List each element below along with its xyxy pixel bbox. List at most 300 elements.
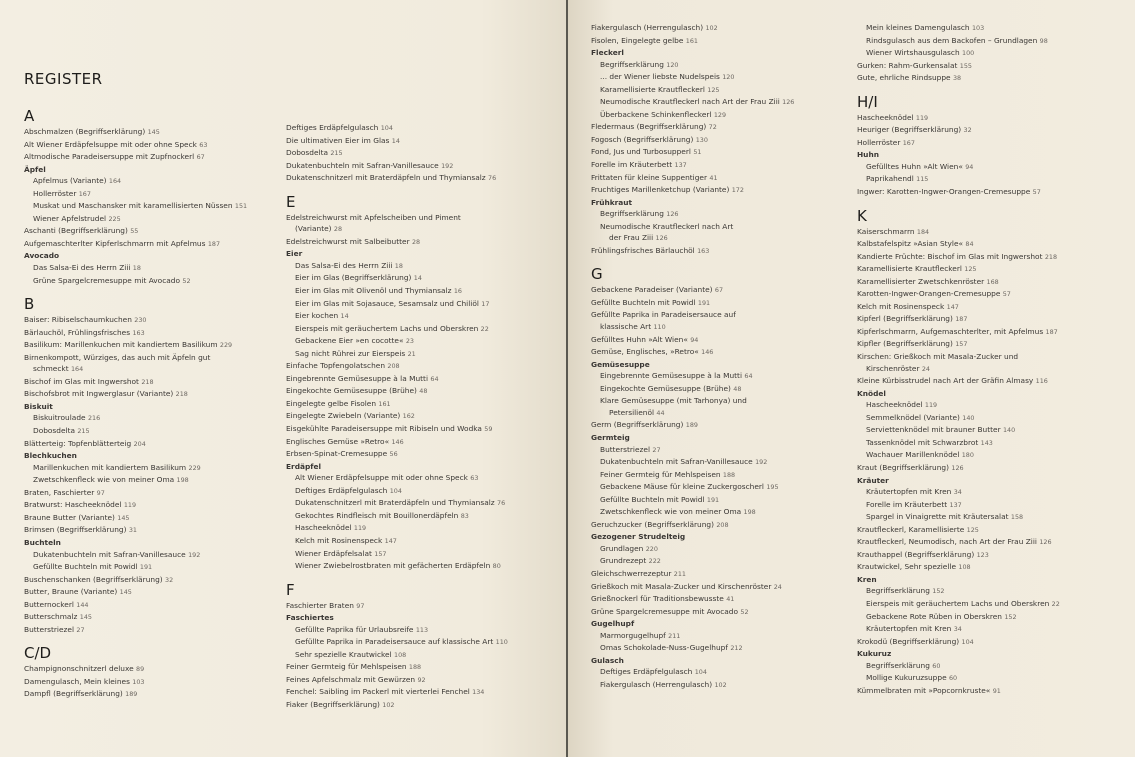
index-entry xyxy=(24,376,286,389)
index-entry xyxy=(24,574,286,587)
index-entry xyxy=(286,310,564,323)
entry-text: Kirschenröster xyxy=(866,363,920,373)
index-entry xyxy=(857,598,1133,611)
index-entry xyxy=(24,139,286,152)
entry-text: Buchteln xyxy=(24,537,61,547)
page-number: 120 xyxy=(666,60,679,69)
entry-text: Omas Schokolade-Nuss-Gugelhupf xyxy=(600,643,728,653)
page-number: 48 xyxy=(733,384,742,393)
page-number: 155 xyxy=(959,61,972,70)
page-number: 187 xyxy=(1045,327,1058,336)
entry-text: Bratwurst: Hascheeknödel xyxy=(24,500,122,510)
page-number: 218 xyxy=(175,390,188,399)
page-number: 225 xyxy=(108,214,121,223)
entry-text: Feiner Germteig für Mehlspeisen xyxy=(600,469,721,479)
page-number: 146 xyxy=(391,437,404,446)
index-entry xyxy=(857,301,1133,314)
page-number: 67 xyxy=(714,286,724,295)
entry-text: Dobosdelta xyxy=(286,148,328,158)
index-entry xyxy=(286,260,564,273)
index-entry xyxy=(286,160,564,173)
entry-text: Frühlingsfrisches Bärlauchöl xyxy=(591,245,695,255)
index-entry xyxy=(286,212,564,224)
entry-text: Hollerröster xyxy=(857,137,901,147)
index-entry xyxy=(857,238,1133,251)
page-number: 157 xyxy=(374,549,387,558)
entry-text: Aschanti (Begriffserklärung) xyxy=(24,226,128,236)
index-entry xyxy=(286,485,564,498)
index-heading xyxy=(591,432,857,444)
index-entry xyxy=(857,363,1133,376)
page-number: 60 xyxy=(948,674,958,683)
entry-text: Birnenkompott, Würziges, das auch mit Äpfeln gut xyxy=(24,352,211,362)
entry-text: Dukatenbuchteln mit Safran-Vanillesauce xyxy=(600,457,753,467)
page-number: 184 xyxy=(916,227,930,236)
page-number: 180 xyxy=(961,451,974,460)
index-entry xyxy=(857,22,1133,35)
entry-text: Gebackene Mäuse für kleine Zuckergoscherl xyxy=(600,482,764,492)
entry-text: Huhn xyxy=(857,150,879,160)
page-number: 229 xyxy=(188,463,201,472)
entry-text: Butterstriezel xyxy=(600,444,651,454)
entry-text: Grüne Spargelcremesuppe mit Avocado xyxy=(33,275,181,285)
page-number: 189 xyxy=(125,690,138,699)
index-entry xyxy=(24,412,286,425)
section-letter: H/I xyxy=(857,92,878,111)
page-number: 140 xyxy=(1002,426,1016,435)
index-entry xyxy=(857,486,1133,499)
index-entry xyxy=(857,623,1133,636)
index-entry xyxy=(857,660,1133,673)
page-number: 164 xyxy=(70,365,84,374)
entry-text: Hollerröster xyxy=(33,188,77,198)
page-number: 76 xyxy=(497,499,506,508)
index-entry xyxy=(24,352,286,364)
index-entry xyxy=(591,35,857,48)
page-number: 21 xyxy=(407,349,416,358)
entry-text: Die ultimativen Eier im Glas xyxy=(286,135,390,145)
page-number: 110 xyxy=(653,323,666,332)
index-entry xyxy=(286,510,564,523)
entry-text: Karamellisierte Krautfleckerl xyxy=(600,84,705,94)
index-entry xyxy=(24,314,286,327)
entry-text: Karamellisierte Krautfleckerl xyxy=(857,264,962,274)
page-number: 145 xyxy=(79,613,92,622)
index-entry xyxy=(591,159,857,172)
index-entry xyxy=(591,284,857,297)
page-number: 116 xyxy=(1035,377,1048,386)
page-number: 18 xyxy=(132,264,141,273)
page-number: 162 xyxy=(402,412,415,421)
page-number: 98 xyxy=(1039,36,1048,45)
page-number: 187 xyxy=(955,315,968,324)
entry-text: Wiener Zwiebelrostbraten mit gefächerten Erdäpfeln xyxy=(295,561,491,571)
index-entry xyxy=(591,444,857,457)
index-entry xyxy=(286,548,564,561)
index-entry xyxy=(591,568,857,581)
page-number: 212 xyxy=(730,644,743,653)
index-entry xyxy=(591,71,857,84)
page-number: 152 xyxy=(1004,612,1017,621)
entry-text: Eingelegte gelbe Fisolen xyxy=(286,398,377,408)
entry-text: Dobosdelta xyxy=(33,426,75,436)
page-number: 102 xyxy=(705,24,718,32)
page-number: 211 xyxy=(673,569,686,578)
page-number: 123 xyxy=(976,550,989,559)
entry-text: Muskat und Maschansker mit karamellisierten Nüssen xyxy=(33,201,233,211)
section-letter: K xyxy=(857,206,867,225)
index-entry xyxy=(857,112,1133,125)
page-number: 137 xyxy=(949,500,962,509)
index-entry xyxy=(857,549,1133,562)
index-entry xyxy=(591,581,857,594)
index-entry xyxy=(857,326,1133,339)
index-entry xyxy=(24,438,286,451)
index-entry xyxy=(24,262,286,275)
index-entry xyxy=(591,383,857,396)
entry-text: Fleckerl xyxy=(591,48,624,58)
page-number: 97 xyxy=(96,488,105,497)
entry-text: Grießnockerl für Traditionsbewusste xyxy=(591,594,724,604)
entry-text: Klare Gemüsesuppe (mit Tarhonya) und xyxy=(600,396,747,406)
page-title: REGISTER xyxy=(24,70,103,88)
entry-text: Gefüllte Paprika in Paradeisersauce auf klassische Art xyxy=(295,637,494,647)
index-entry xyxy=(591,84,857,97)
entry-text: Fruchtiges Marillenketchup (Variante) xyxy=(591,185,730,195)
index-entry xyxy=(857,60,1133,73)
entry-text: Fiakergulasch (Herrengulasch) xyxy=(600,679,713,689)
entry-text: Gefülltes Huhn »Alt Wien« xyxy=(866,161,963,171)
index-entry xyxy=(24,549,286,562)
index-entry xyxy=(24,611,286,624)
index-entry xyxy=(286,223,564,236)
page-number: 126 xyxy=(666,210,679,219)
entry-text: Begriffserklärung xyxy=(600,209,664,219)
entry-text: Kräuter xyxy=(857,475,889,485)
entry-text: Kalbstafelspitz »Asian Style« xyxy=(857,239,964,249)
entry-text: Germ (Begriffserklärung) xyxy=(591,420,684,430)
index-entry xyxy=(857,173,1133,186)
page-number: 164 xyxy=(108,177,122,186)
index-entry xyxy=(286,686,564,699)
entry-text: Eier im Glas mit Olivenöl und Thymiansalz xyxy=(295,286,452,296)
entry-text: Eingebrennte Gemüsesuppe à la Mutti xyxy=(286,373,429,383)
page-number: 208 xyxy=(716,520,729,529)
index-entry xyxy=(591,679,857,692)
page-number: 191 xyxy=(706,495,720,504)
index-entry xyxy=(286,661,564,674)
index-entry xyxy=(24,200,286,213)
entry-text: Kelch mit Rosinenspeck xyxy=(295,535,383,545)
index-heading xyxy=(591,655,857,667)
index-entry xyxy=(286,448,564,461)
index-entry xyxy=(591,543,857,556)
entry-text: Baiser: Ribiselschaumkuchen xyxy=(24,315,132,325)
page-number: 103 xyxy=(971,24,985,32)
index-entry xyxy=(591,297,857,310)
page-number: 24 xyxy=(921,364,930,373)
page-number: 16 xyxy=(453,287,462,296)
entry-text: schmeckt xyxy=(33,364,69,374)
entry-text: Faschierter Braten xyxy=(286,600,354,610)
section-letter: G xyxy=(591,265,603,284)
index-heading xyxy=(24,537,286,549)
entry-text: Das Salsa-Ei des Herrn Ziii xyxy=(295,260,393,270)
page-number: 108 xyxy=(958,563,971,572)
index-entry xyxy=(591,208,857,221)
index-heading xyxy=(24,164,286,176)
entry-text: Brimsen (Begriffserklärung) xyxy=(24,525,127,535)
index-entry xyxy=(24,512,286,525)
entry-text: Hascheeknödel xyxy=(857,112,914,122)
index-column-right-2 xyxy=(857,22,1133,697)
index-entry xyxy=(591,109,857,122)
index-entry xyxy=(857,186,1133,199)
entry-text: Neumodische Krautfleckerl nach Art xyxy=(600,221,734,231)
page-number: 104 xyxy=(389,486,402,495)
index-entry xyxy=(591,469,857,482)
entry-text: Grundlagen xyxy=(600,543,644,553)
page-number: 126 xyxy=(782,98,795,107)
index-entry xyxy=(857,685,1133,698)
index-entry xyxy=(591,346,857,359)
entry-text: Edelstreichwurst mit Salbeibutter xyxy=(286,236,410,246)
entry-text: Kräutertopfen mit Kren xyxy=(866,624,952,634)
page-number: 143 xyxy=(980,438,993,447)
page-number: 198 xyxy=(176,476,189,485)
section-letter: B xyxy=(24,295,35,314)
page-number: 188 xyxy=(722,470,736,479)
page-number: 60 xyxy=(932,661,941,670)
index-entry xyxy=(591,59,857,72)
page-number: 157 xyxy=(955,340,968,349)
entry-text: Butternockerl xyxy=(24,599,74,609)
page-number: 191 xyxy=(697,298,711,307)
page-number: 222 xyxy=(648,557,661,566)
entry-text: Eingekochte Gemüsesuppe (Brühe) xyxy=(286,386,417,396)
index-entry xyxy=(591,419,857,432)
index-entry xyxy=(286,497,564,510)
entry-text: Wachauer Marillenknödel xyxy=(866,450,960,460)
entry-text: Neumodische Krautfleckerl nach Art der Frau Ziii xyxy=(600,97,780,107)
entry-text: Grießkoch mit Masala-Zucker und Kirschenröster xyxy=(591,581,772,591)
index-heading xyxy=(591,359,857,371)
page-number: 167 xyxy=(902,138,915,147)
page-number: 94 xyxy=(965,162,974,171)
page-number: 134 xyxy=(472,688,485,697)
page-number: 102 xyxy=(382,700,395,709)
page-number: 94 xyxy=(690,335,699,344)
index-entry xyxy=(591,666,857,679)
index-entry xyxy=(591,184,857,197)
entry-text: Deftiges Erdäpfelgulasch xyxy=(295,485,388,495)
index-entry xyxy=(857,47,1133,60)
page-number: 147 xyxy=(384,536,397,545)
entry-text: Avocado xyxy=(24,251,60,261)
page-number: 110 xyxy=(495,638,508,647)
section-letter: E xyxy=(286,192,296,211)
index-heading xyxy=(24,250,286,262)
entry-text: Eier kochen xyxy=(295,311,339,321)
entry-text: Feiner Germteig für Mehlspeisen xyxy=(286,662,407,672)
page-number: 63 xyxy=(470,474,479,483)
index-entry xyxy=(286,172,564,185)
entry-text: Edelstreichwurst mit Apfelscheiben und Piment xyxy=(286,212,461,222)
entry-text: Das Salsa-Ei des Herrn Ziii xyxy=(33,263,131,273)
index-entry xyxy=(591,456,857,469)
index-entry xyxy=(591,407,857,420)
page-number: 125 xyxy=(964,265,977,274)
page-number: 108 xyxy=(394,650,407,659)
entry-text: Gleichschwerrezeptur xyxy=(591,568,672,578)
page-number: 44 xyxy=(656,408,665,417)
entry-text: Semmelknödel (Variante) xyxy=(866,412,960,422)
page-number: 52 xyxy=(740,607,749,616)
index-entry xyxy=(24,363,286,376)
page-number: 146 xyxy=(701,348,714,357)
index-entry xyxy=(857,399,1133,412)
entry-text: Zwetschkenfleck wie von meiner Oma xyxy=(33,475,175,485)
page-number: 125 xyxy=(707,85,720,94)
entry-text: Apfelmus (Variante) xyxy=(33,176,107,186)
page-number: 145 xyxy=(119,588,132,597)
entry-text: Marmorgugelhupf xyxy=(600,630,666,640)
page-number: 125 xyxy=(966,525,979,534)
page-number: 57 xyxy=(1032,188,1041,197)
index-entry xyxy=(591,146,857,159)
index-entry xyxy=(857,449,1133,462)
index-entry xyxy=(24,388,286,401)
entry-text: Eingekochte Gemüsesuppe (Brühe) xyxy=(600,383,731,393)
page-number: 120 xyxy=(722,73,735,82)
page-number: 27 xyxy=(76,625,85,634)
index-column-right-1 xyxy=(591,22,857,691)
index-entry xyxy=(591,121,857,134)
index-entry xyxy=(591,221,857,233)
page-number: 187 xyxy=(207,239,221,248)
index-entry xyxy=(857,288,1133,301)
index-entry xyxy=(591,96,857,109)
entry-text: Dukatenbuchteln mit Safran-Vanillesauce xyxy=(286,160,439,170)
page-number: 41 xyxy=(726,595,735,604)
entry-text: Überbackene Schinkenfleckerl xyxy=(600,109,712,119)
page-number: 23 xyxy=(405,337,414,346)
entry-text: Kipferlschmarrn, Aufgemaschterlter, mit Apfelmus xyxy=(857,326,1044,336)
index-heading xyxy=(857,149,1133,161)
index-entry xyxy=(24,151,286,164)
entry-text: Kren xyxy=(857,574,877,584)
page-number: 119 xyxy=(915,113,929,122)
entry-text: Erdäpfel xyxy=(286,461,322,471)
entry-text: Gefüllte Paprika für Urlaubsreife xyxy=(295,624,414,634)
index-entry xyxy=(591,309,857,321)
entry-text: Butterstriezel xyxy=(24,624,75,634)
page-number: 52 xyxy=(182,276,191,285)
entry-text: Aufgemaschterlter Kipferlschmarrn mit Apfelmus xyxy=(24,238,206,248)
index-entry xyxy=(286,410,564,423)
index-entry xyxy=(857,511,1133,524)
index-entry xyxy=(591,593,857,606)
entry-text: Germteig xyxy=(591,432,630,442)
right-page xyxy=(568,0,1135,757)
index-entry xyxy=(857,672,1133,685)
entry-text: Kelch mit Rosinenspeck xyxy=(857,301,945,311)
index-entry xyxy=(24,586,286,599)
page-number: 84 xyxy=(965,240,974,249)
entry-text: Buschenschanken (Begriffserklärung) xyxy=(24,574,163,584)
index-entry xyxy=(286,398,564,411)
entry-text: Kräutertopfen mit Kren xyxy=(866,487,952,497)
entry-text: Damengulasch, Mein kleines xyxy=(24,676,130,686)
page-number: 14 xyxy=(391,136,400,145)
entry-text: Begriffserklärung xyxy=(866,586,930,596)
entry-text: Karotten-Ingwer-Orangen-Cremesuppe xyxy=(857,289,1001,299)
index-entry xyxy=(286,423,564,436)
entry-text: Biskuit xyxy=(24,401,53,411)
page-number: 14 xyxy=(413,274,422,283)
entry-text: Ingwer: Karotten-Ingwer-Orangen-Cremesuppe xyxy=(857,187,1031,197)
index-entry xyxy=(857,124,1133,137)
page-number: 113 xyxy=(415,625,429,634)
index-heading xyxy=(591,197,857,209)
index-entry xyxy=(857,313,1133,326)
page-number: 147 xyxy=(946,302,959,311)
entry-text: Fiakergulasch (Herrengulasch) xyxy=(591,23,704,32)
index-entry xyxy=(857,636,1133,649)
index-entry xyxy=(24,599,286,612)
entry-text: Abschmalzen (Begriffserklärung) xyxy=(24,127,146,136)
page-number: 72 xyxy=(708,123,717,132)
page-number: 211 xyxy=(668,631,681,640)
entry-text: Krauthappel (Begriffserklärung) xyxy=(857,549,975,559)
entry-text: Braten, Faschierter xyxy=(24,487,95,497)
page-number: 218 xyxy=(1044,252,1058,261)
page-number: 100 xyxy=(962,49,975,58)
index-entry xyxy=(286,624,564,637)
entry-text: Krautfleckerl, Neumodisch, nach Art der Frau Ziii xyxy=(857,537,1037,547)
index-heading xyxy=(591,618,857,630)
index-entry xyxy=(24,425,286,438)
page-number: 97 xyxy=(356,601,365,610)
index-entry xyxy=(591,494,857,507)
entry-text: Krautfleckerl, Karamellisierte xyxy=(857,524,965,534)
page-number: 83 xyxy=(460,511,469,520)
entry-text: der Frau Ziii xyxy=(609,233,654,243)
page-number: 41 xyxy=(709,173,718,182)
index-entry xyxy=(24,275,286,288)
entry-text: Alt Wiener Erdäpfelsuppe mit oder ohne Speck xyxy=(24,139,197,149)
entry-text: Sehr spezielle Krautwickel xyxy=(295,649,392,659)
entry-text: Fisolen, Eingelegte gelbe xyxy=(591,35,684,45)
index-entry xyxy=(24,126,286,139)
page-number: 56 xyxy=(389,450,398,459)
page-number: 22 xyxy=(480,324,489,333)
page-number: 119 xyxy=(353,524,367,533)
index-entry xyxy=(286,122,564,135)
entry-text: Kirschen: Grießkoch mit Masala-Zucker und xyxy=(857,352,1019,362)
index-entry xyxy=(286,285,564,298)
entry-text: Gurken: Rahm-Gurkensalat xyxy=(857,60,958,70)
entry-text: Gemüse, Englisches, »Retro« xyxy=(591,347,699,357)
entry-text: Gebackene Eier »en cocotte« xyxy=(295,336,404,346)
entry-text: Mollige Kukuruzsuppe xyxy=(866,673,947,683)
index-entry xyxy=(24,561,286,574)
index-heading xyxy=(857,648,1133,660)
page-number: 145 xyxy=(117,513,130,522)
page-number: 172 xyxy=(731,186,744,195)
page-number: 161 xyxy=(378,399,391,408)
index-entry xyxy=(286,373,564,386)
